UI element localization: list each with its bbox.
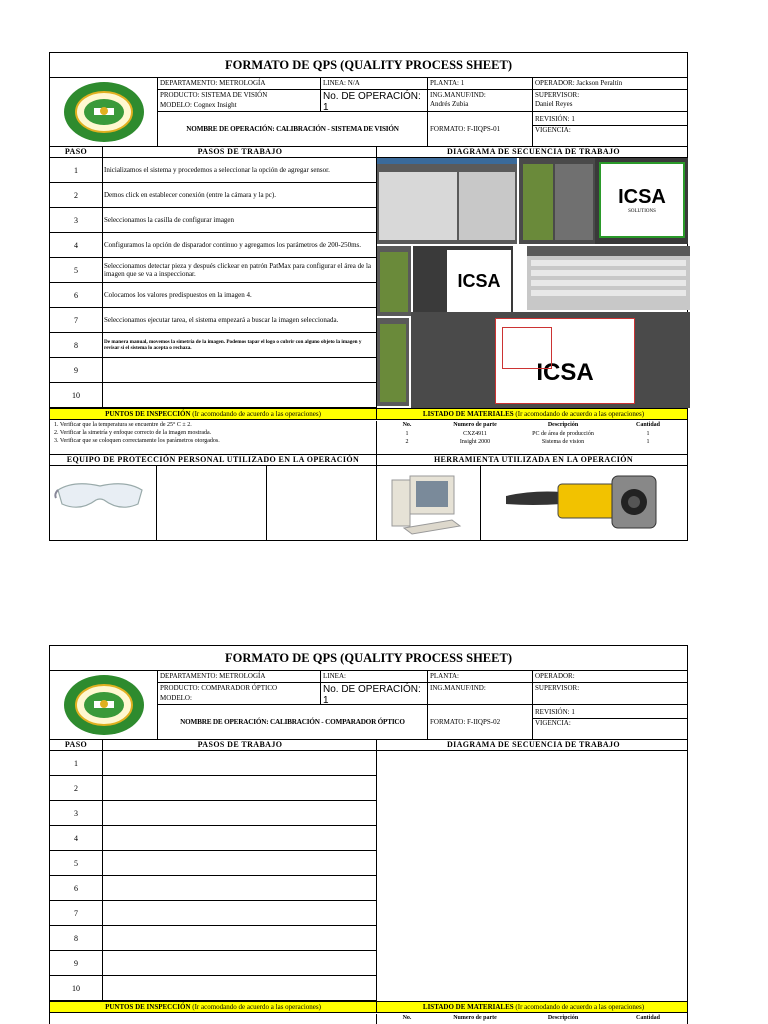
step-number: 9: [50, 358, 102, 383]
supervisor-label: SUPERVISOR:: [535, 91, 580, 99]
step-text: Inicializamos el sistema y procedemos a seleccionar la opción de agregar sensor.: [102, 158, 376, 183]
inspection-header-row-2: [50, 1002, 687, 1013]
equipment-body: [50, 466, 687, 540]
step-number: 7: [50, 901, 102, 926]
producto: PRODUCTO: SISTEMA DE VISIÓN: [157, 89, 320, 100]
materials-header-cell: Descripción: [547, 422, 579, 428]
step-text: Demos click en establecer conexión (entre la cámara y la pc).: [102, 183, 376, 208]
equipment-header-row: [50, 455, 687, 466]
materials-header-cell: Cantidad: [635, 1015, 660, 1021]
university-logo: [50, 78, 157, 146]
ing-manuf: [427, 89, 532, 111]
formato: FORMATO: F-IIQPS-01: [427, 111, 532, 146]
col-diagrama-2: DIAGRAMA DE SECUENCIA DE TRABAJO: [376, 740, 688, 750]
icsa-logo-text-2: ICSA: [457, 270, 501, 291]
software-side-panel-2: [377, 318, 409, 406]
step-number: 7: [50, 308, 102, 333]
steps-body: [50, 158, 687, 409]
inspection-list: [50, 421, 376, 445]
step-text: [102, 383, 376, 408]
step-number: 2: [50, 183, 102, 208]
step-number: 10: [50, 976, 102, 1001]
step-text: [102, 826, 376, 851]
icsa-logo-sub: SOLUTIONS: [628, 209, 656, 214]
step-text: [102, 976, 376, 1001]
listado-materiales-title: LISTADO DE MATERIALES (Ir acomodando de acuerdo a las operaciones): [376, 409, 690, 419]
puntos-inspeccion-title-2: PUNTOS DE INSPECCIÓN (Ir acomodando de acuerdo a las operaciones): [105, 1003, 321, 1011]
steps-body-2: [50, 751, 687, 1002]
vision-camera-image: [502, 470, 662, 541]
software-screenshot-1: [377, 158, 517, 244]
supervisor-2: SUPERVISOR:: [532, 682, 688, 704]
materials-cell: Sistema de vision: [541, 439, 585, 445]
col-pasos: PASOS DE TRABAJO: [102, 147, 377, 157]
producto-2: PRODUCTO: COMPARADOR ÓPTICO: [157, 682, 320, 693]
step-text: [102, 751, 376, 776]
inspection-header-row: [50, 409, 687, 420]
step-text: [102, 901, 376, 926]
col-paso: PASO: [64, 147, 88, 156]
linea: LINEA: N/A: [320, 78, 427, 89]
materials-header-cell: No.: [402, 1015, 412, 1021]
inspection-body-2: [50, 1013, 687, 1024]
inspection-item: 1. Verificar que la temperatura se encuentre de 25° C ± 2.: [54, 422, 192, 428]
departamento: DEPARTAMENTO: METROLOGÍA: [157, 78, 320, 89]
planta: PLANTA: 1: [427, 78, 532, 89]
step-text: [102, 358, 376, 383]
parameters-panel: [527, 246, 690, 310]
col-paso-2: PASO: [64, 740, 88, 749]
supervisor-value: Daniel Reyes: [535, 99, 573, 108]
revision-vigencia-2: [532, 704, 688, 739]
step-number: 6: [50, 876, 102, 901]
materials-header: [377, 1014, 688, 1022]
step-number: 8: [50, 926, 102, 951]
step-text: [102, 851, 376, 876]
materials-table-2: [376, 1014, 688, 1024]
camera-view-1: [595, 158, 688, 244]
no-operacion: No. DE OPERACIÓN: 1: [320, 89, 427, 111]
vigencia: VIGENCIA:: [533, 125, 688, 135]
puntos-inspeccion-title: PUNTOS DE INSPECCIÓN (Ir acomodando de acuerdo a las operaciones): [105, 410, 321, 418]
step-text: Configuramos la opción de disparador continuo y agregamos los parámetros de 200-250ms.: [102, 233, 376, 258]
nombre-operacion: NOMBRE DE OPERACIÓN: CALIBRACIÓN - SISTEMA DE VISIÓN: [157, 111, 427, 146]
step-number: 8: [50, 333, 102, 358]
materials-header-cell: Cantidad: [635, 422, 660, 428]
materials-cell: CXZ4911: [463, 431, 487, 437]
revision: REVISIÓN: 1: [535, 115, 575, 123]
step-number: 4: [50, 826, 102, 851]
university-logo-2: [50, 671, 157, 739]
ing-value: Andrés Zubia: [430, 99, 469, 108]
planta-2: PLANTA:: [427, 671, 532, 682]
listado-materiales-title-2: LISTADO DE MATERIALES (Ir acomodando de acuerdo a las operaciones): [376, 1002, 688, 1012]
icsa-logo-text: ICSA: [618, 186, 666, 208]
departamento-2: DEPARTAMENTO: METROLOGÍA: [157, 671, 320, 682]
step-number: 2: [50, 776, 102, 801]
materials-cell: 1: [646, 439, 650, 445]
safety-glasses-image: [54, 476, 146, 521]
sheet-header-2: [50, 671, 687, 740]
step-number: 10: [50, 383, 102, 408]
step-text: Seleccionamos la casilla de configurar imagen: [102, 208, 376, 233]
vigencia-2: VIGENCIA:: [533, 718, 688, 728]
ing-manuf-2: ING.MANUF/IND:: [427, 682, 532, 704]
herramienta-title: HERRAMIENTA UTILIZADA EN LA OPERACIÓN: [376, 455, 690, 465]
nombre-operacion-2: NOMBRE DE OPERACIÓN: CALIBRACIÓN - COMPARADOR ÓPTICO: [157, 704, 427, 739]
sequence-diagram: [376, 158, 689, 408]
equipo-title: EQUIPO DE PROTECCIÓN PERSONAL UTILIZADO EN LA OPERACIÓN: [66, 455, 360, 464]
materials-table: [376, 421, 690, 454]
icsa-logo-text-3: ICSA: [536, 359, 594, 386]
sheet-header: [50, 78, 687, 147]
operador-2: OPERADOR:: [532, 671, 688, 682]
camera-view-3: [411, 312, 690, 408]
ing-label: ING.MANUF/IND:: [430, 91, 486, 99]
step-text: Seleccionamos ejecutar tarea, el sistema empezará a buscar la imagen seleccionada.: [102, 308, 376, 333]
step-number: 5: [50, 258, 102, 283]
steps-header-row: [50, 147, 687, 158]
materials-row: [377, 438, 690, 446]
materials-header-cell: Numero de parte: [453, 422, 497, 428]
modelo-2: MODELO:: [157, 693, 320, 704]
materials-row: [377, 430, 690, 438]
qps-sheet-1: [49, 52, 688, 541]
step-number: 4: [50, 233, 102, 258]
step-text: [102, 876, 376, 901]
sheet-title: FORMATO DE QPS (QUALITY PROCESS SHEET): [50, 53, 687, 78]
inspection-item: 2. Verificar la simetría y enfoque correcto de la imagen mostrada.: [54, 430, 212, 436]
supervisor: [532, 89, 688, 111]
modelo: MODELO: Cognex Insight: [157, 100, 320, 111]
revision-2: REVISIÓN: 1: [535, 708, 575, 716]
inspection-body: [50, 420, 687, 455]
col-pasos-2: PASOS DE TRABAJO: [102, 740, 377, 750]
step-text: [102, 776, 376, 801]
materials-header-cell: Numero de parte: [453, 1015, 497, 1021]
step-number: 1: [50, 158, 102, 183]
materials-header-cell: No.: [402, 422, 412, 428]
steps-header-row-2: [50, 740, 687, 751]
qps-sheet-2: [49, 645, 688, 1024]
no-operacion-2: No. DE OPERACIÓN: 1: [320, 682, 427, 704]
software-side-panel: [377, 246, 411, 316]
step-text: [102, 926, 376, 951]
computer-image: [390, 470, 464, 541]
step-text: [102, 951, 376, 976]
materials-cell: 2: [405, 439, 409, 445]
software-screenshot-2: [519, 158, 595, 244]
step-text: De manera manual, movemos la simetría de la imagen. Podemos tapar el logo o cubrir con alguno objeto la imagen y revisar si el sistema lo acepta o rechaza.: [102, 333, 376, 358]
step-number: 9: [50, 951, 102, 976]
step-text: Colocamos los valores predispuestos en la imagen 4.: [102, 283, 376, 308]
formato-2: FORMATO: F-IIQPS-02: [427, 704, 532, 739]
inspection-item: 3. Verificar que se coloquen correctamente los parámetros otorgados.: [54, 438, 220, 444]
materials-header-cell: Descripción: [547, 1015, 579, 1021]
step-number: 6: [50, 283, 102, 308]
materials-cell: 1: [405, 431, 409, 437]
step-number: 3: [50, 208, 102, 233]
materials-cell: 1: [646, 431, 650, 437]
col-diagrama: DIAGRAMA DE SECUENCIA DE TRABAJO: [376, 147, 690, 157]
step-number: 5: [50, 851, 102, 876]
materials-cell: Insight 2000: [459, 439, 491, 445]
revision-vigencia: [532, 111, 688, 146]
step-number: 1: [50, 751, 102, 776]
sequence-diagram-2: [376, 751, 688, 1001]
operador: OPERADOR: Jackson Peraltín: [532, 78, 688, 89]
camera-view-2: [413, 246, 513, 316]
step-number: 3: [50, 801, 102, 826]
sheet-title-2: FORMATO DE QPS (QUALITY PROCESS SHEET): [50, 646, 687, 671]
step-text: [102, 801, 376, 826]
materials-header: [377, 421, 690, 429]
step-text: Seleccionamos detectar pieza y después clickear en patrón PatMax para configurar el área de la imagen que se va a inspeccionar.: [102, 258, 376, 283]
linea-2: LINEA:: [320, 671, 427, 682]
materials-cell: PC de área de producción: [532, 431, 594, 437]
